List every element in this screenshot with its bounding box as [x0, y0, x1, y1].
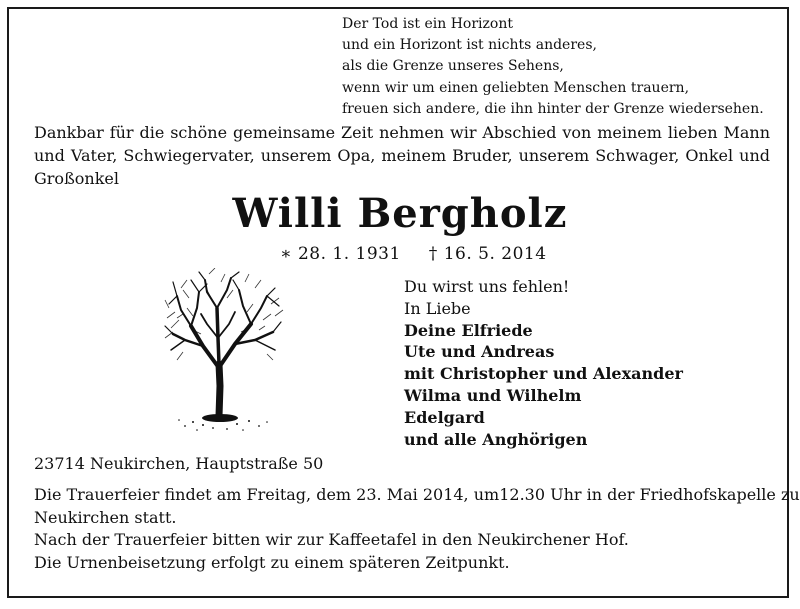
intro-line: Dankbar für die schöne gemeinsame Zeit nehmen wir Abschied von meinem lieben Mann — [34, 123, 770, 142]
family-line: Wilma und Wilhelm — [404, 385, 582, 405]
family-line: Edelgard — [404, 407, 485, 427]
tree-icon — [163, 268, 285, 436]
deceased-name: Willi Bergholz — [232, 190, 568, 237]
details-line: Neukirchen statt. — [34, 507, 177, 527]
details-line: Die Trauerfeier findet am Freitag, dem 23. Mai 2014, um12.30 Uhr in der Friedhofskapelle zu — [34, 485, 800, 504]
family-signatures — [404, 276, 683, 450]
family-line: Du wirst uns fehlen! — [404, 277, 570, 296]
poem-line: Der Tod ist ein Horizont — [342, 16, 513, 32]
family-line: Deine Elfriede — [404, 320, 533, 340]
poem-line: freuen sich andere, die ihn hinter der Grenze wiedersehen. — [342, 100, 764, 117]
poem-line: als die Grenze unseres Sehens, — [342, 58, 564, 75]
intro-line: Großonkel — [34, 169, 119, 188]
family-line: und alle Anghörigen — [404, 429, 588, 449]
intro-text — [34, 121, 770, 190]
family-line: Ute und Andreas — [404, 342, 555, 362]
details-line: Nach der Trauerfeier bitten wir zur Kaffeetafel in den Neukirchener Hof. — [34, 530, 629, 549]
address: 23714 Neukirchen, Hauptstraße 50 — [34, 454, 324, 473]
funeral-details — [34, 484, 800, 574]
life-dates — [280, 244, 547, 264]
family-line: In Liebe — [404, 298, 471, 318]
poem-line: wenn wir um einen geliebten Menschen trauern, — [342, 79, 690, 96]
details-line: Die Urnenbeisetzung erfolgt zu einem späteren Zeitpunkt. — [34, 552, 510, 572]
poem-line: und ein Horizont ist nichts anderes, — [342, 37, 597, 54]
birth-date: ∗ 28. 1. 1931 — [280, 244, 401, 264]
poem — [342, 14, 764, 120]
intro-line: und Vater, Schwiegervater, unserem Opa, meinem Bruder, unserem Schwager, Onkel und — [34, 146, 770, 165]
family-line: mit Christopher und Alexander — [404, 364, 683, 384]
death-date: † 16. 5. 2014 — [428, 244, 547, 264]
